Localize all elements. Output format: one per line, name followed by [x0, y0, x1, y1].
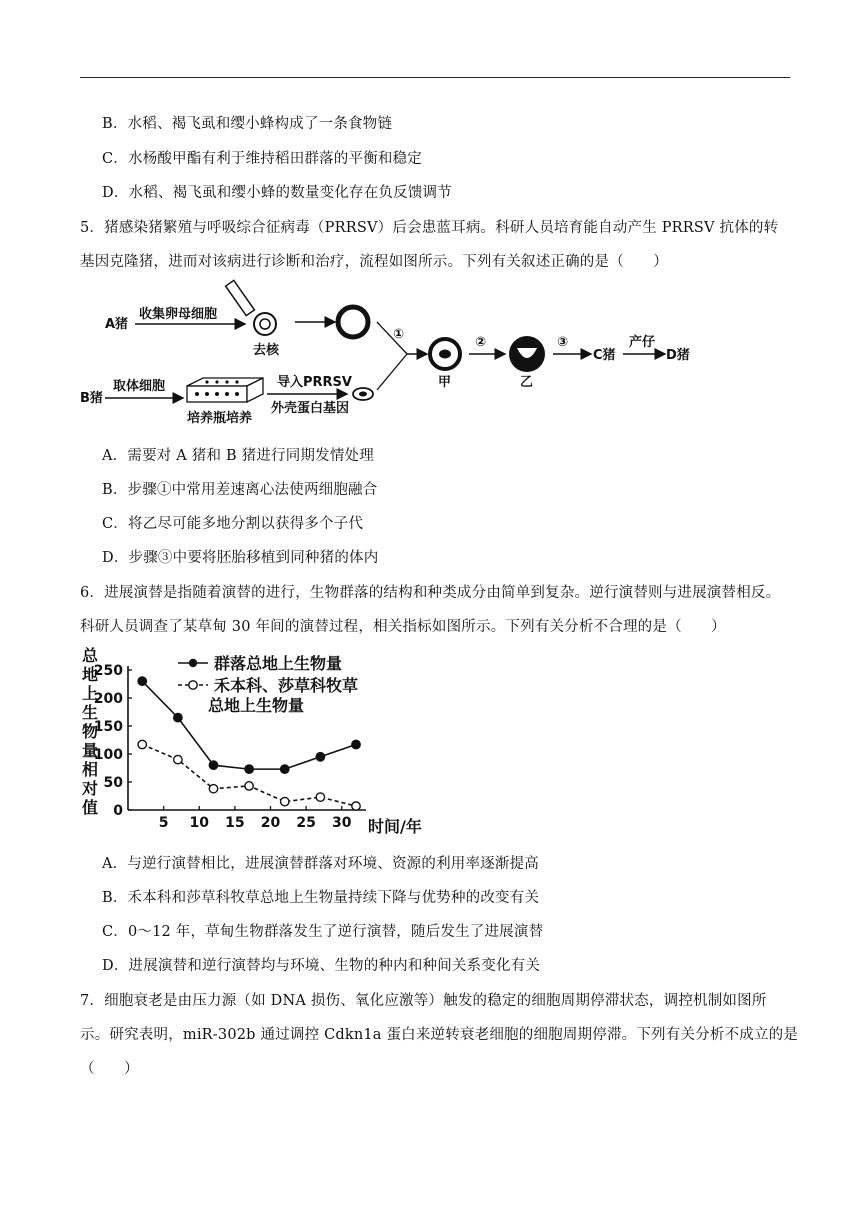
- a-pig-label: A猪: [105, 317, 129, 332]
- q7-stem-line3: （ ）: [80, 1061, 139, 1077]
- q5-stem-line2: 基因克隆猪，进而对该病进行诊断和治疗，流程如图所示。下列有关叙述正确的是（ ）: [80, 254, 668, 270]
- data-point: [138, 740, 146, 748]
- data-point: [281, 797, 289, 805]
- legend-marker-1: [189, 659, 197, 667]
- y-tick-label: 100: [93, 747, 123, 763]
- cloning-flow-diagram: [80, 282, 695, 432]
- data-point: [281, 765, 289, 773]
- b-pig-label: B猪: [80, 391, 103, 406]
- biomass-line-chart: [78, 645, 438, 840]
- pipette-icon: [226, 280, 255, 315]
- y-tick-label: 200: [93, 691, 123, 707]
- y-axis-label-char: 值: [81, 798, 99, 817]
- cell-jia-icon: [430, 339, 460, 369]
- data-point: [209, 785, 217, 793]
- birth-label: 产仔: [629, 335, 656, 350]
- q4-option-b: B．水稻、褐飞虱和缨小蜂构成了一条食物链: [102, 116, 393, 132]
- q6-stem-line2: 科研人员调查了某草甸 30 年间的演替过程，相关指标如图所示。下列有关分析不合理的是（ ）: [80, 619, 726, 635]
- data-point: [316, 753, 324, 761]
- data-point: [245, 765, 253, 773]
- y-axis-label-char: 总: [81, 646, 99, 665]
- x-tick-label: 20: [260, 815, 281, 831]
- legend-label-1: 群落总地上生物量: [214, 654, 343, 673]
- q6-option-b: B．禾本科和莎草科牧草总地上生物量持续下降与优势种的改变有关: [102, 890, 540, 906]
- q4-option-d: D．水稻、褐飞虱和缨小蜂的数量变化存在负反馈调节: [102, 185, 452, 201]
- take-cells-label: 取体细胞: [113, 379, 166, 394]
- import-gene-label-1: 导入PRRSV: [277, 375, 352, 390]
- header-rule: [80, 77, 790, 78]
- data-point: [352, 802, 360, 810]
- y-axis-label-char: 地: [81, 665, 99, 684]
- culture-label: 培养瓶培养: [187, 411, 253, 426]
- y-axis-label-char: 物: [81, 722, 99, 741]
- y-tick-label: 50: [103, 775, 123, 791]
- q6-option-a: A．与逆行演替相比，进展演替群落对环境、资源的利用率逐渐提高: [102, 856, 539, 872]
- x-tick-label: 10: [189, 815, 209, 831]
- data-point: [352, 740, 360, 748]
- data-point: [316, 793, 324, 801]
- data-point: [245, 782, 253, 790]
- q5-stem-line1: 5．猪感染猪繁殖与呼吸综合征病毒（PRRSV）后会患蓝耳病。科研人员培育能自动产生 PRRSV 抗体的转: [80, 220, 779, 236]
- step1-label: ①: [393, 327, 405, 342]
- q7-stem-line1: 7．细胞衰老是由压力源（如 DNA 损伤、氧化应激等）触发的稳定的细胞周期停滞状态，调控机制如图所: [80, 993, 767, 1009]
- blastocyst-yi-icon: [509, 336, 545, 372]
- c-pig-label: C猪: [593, 348, 616, 363]
- collect-oocyte-label: 收集卵母细胞: [139, 307, 218, 322]
- enucleate-label: 去核: [253, 343, 280, 358]
- q6-stem-line1: 6．进展演替是指随着演替的进行，生物群落的结构和种类成分由简单到复杂。逆行演替则与进展演替相反。: [80, 585, 781, 601]
- y-tick-label: 0: [113, 803, 123, 819]
- y-axis-label-char: 生: [81, 703, 99, 722]
- data-point: [174, 713, 182, 721]
- q5-option-b: B．步骤①中常用差速离心法使两细胞融合: [102, 482, 378, 498]
- data-point: [138, 677, 146, 685]
- x-tick-label: 5: [158, 815, 169, 831]
- q6-option-c: C．0～12 年，草甸生物群落发生了逆行演替，随后发生了进展演替: [102, 924, 544, 940]
- y-axis-label-char: 上: [81, 684, 99, 703]
- data-point: [174, 755, 182, 763]
- y-tick-label: 150: [93, 719, 123, 735]
- q7-stem-line2: 示。研究表明，miR-302b 通过调控 Cdkn1a 蛋白来逆转衰老细胞的细胞周期停滞。下列有关分析不成立的是: [80, 1027, 799, 1043]
- q4-option-c: C．水杨酸甲酯有利于维持稻田群落的平衡和稳定: [102, 151, 422, 167]
- x-axis-label: 时间/年: [368, 817, 422, 836]
- import-gene-label-2: 外壳蛋白基因: [271, 401, 350, 416]
- y-tick-label: 250: [93, 663, 123, 679]
- legend-label-2a: 禾本科、莎草科牧草: [214, 676, 359, 695]
- culture-flask-icon: [187, 378, 263, 402]
- jia-label: 甲: [438, 375, 452, 390]
- y-axis-label-char: 量: [81, 741, 99, 760]
- enucleated-oocyte-icon: [338, 307, 368, 337]
- y-axis-label-char: 相: [81, 760, 99, 779]
- q5-option-a: A．需要对 A 猪和 B 猪进行同期发情处理: [102, 448, 374, 464]
- step2-label: ②: [475, 335, 487, 350]
- y-axis-label-char: 对: [81, 779, 99, 798]
- legend-marker-2: [189, 681, 197, 689]
- x-tick-label: 15: [225, 815, 245, 831]
- q5-option-c: C．将乙尽可能多地分割以获得多个子代: [102, 516, 364, 532]
- x-tick-label: 25: [296, 815, 316, 831]
- x-tick-label: 30: [332, 815, 352, 831]
- legend-label-2b: 总地上生物量: [208, 696, 305, 715]
- q5-option-d: D．步骤③中要将胚胎移植到同种猪的体内: [102, 550, 379, 566]
- q6-option-d: D．进展演替和逆行演替均与环境、生物的种内和种间关系变化有关: [102, 958, 541, 974]
- step3-label: ③: [557, 335, 569, 350]
- d-pig-label: D猪: [666, 348, 690, 363]
- yi-label: 乙: [520, 375, 534, 390]
- data-point: [209, 761, 217, 769]
